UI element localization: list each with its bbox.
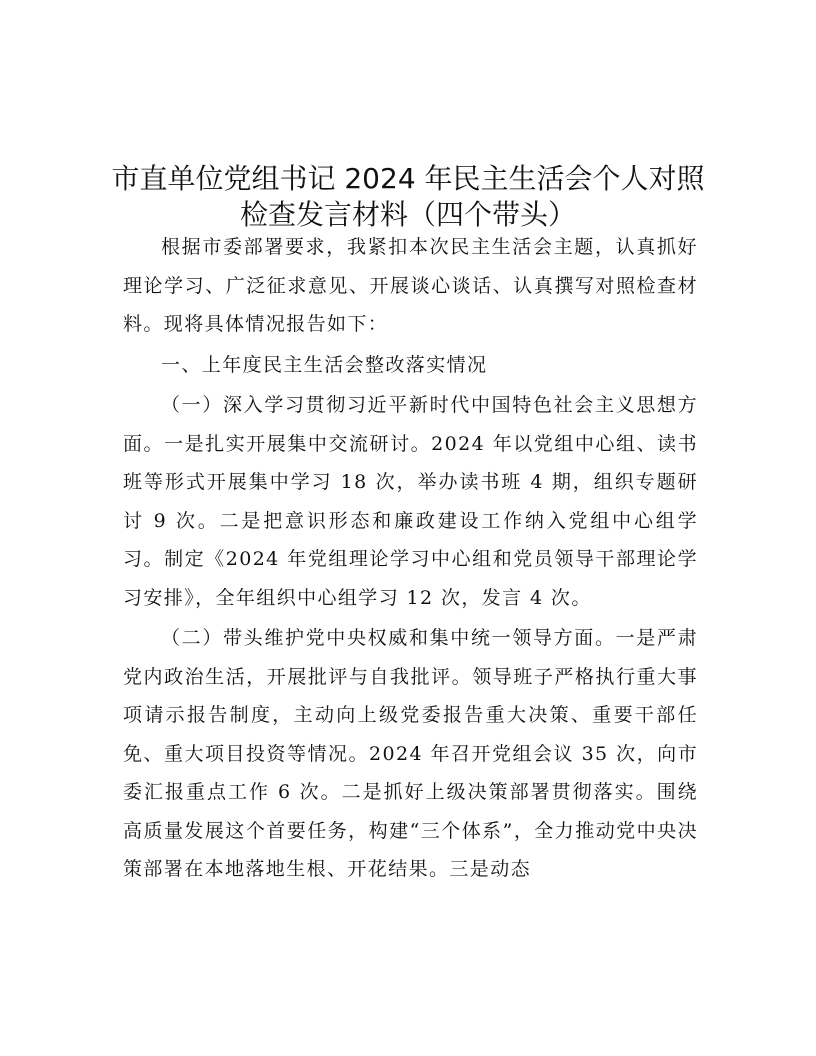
document-title: [108, 161, 708, 233]
intro-paragraph: 根据市委部署要求，我紧扣本次民主生活会主题，认真抓好理论学习、广泛征求意见、开展谈心谈话、认真撰写对照检查材料。现将具体情况报告如下：: [123, 236, 698, 335]
title-line-2: 检查发言材料（四个带头）: [239, 197, 576, 231]
section-heading: 一、上年度民主生活会整改落实情况: [161, 353, 488, 376]
title-line-1: 市直单位党组书记 2024 年民主生活会个人对照: [111, 161, 705, 195]
body-paragraph: （二）带头维护党中央权威和集中统一领导方面。一是严肃党内政治生活，开展批评与自我批评。领导班子严格执行重大事项请示报告制度，主动向上级党委报告重大决策、重要干部任免、重大项目投资等情况。2024 年召开党组会议 35 次，向市委汇报重点工作 6 次。二是抓好上级决策部署贯彻落实。围绕高质量发展这个首要任务，构建“三个体系”，全力推动党中央决策部署在本地落地生根、开花结果。三是动态: [123, 627, 698, 880]
body-paragraph: （一）深入学习贯彻习近平新时代中国特色社会主义思想方面。一是扎实开展集中交流研讨。2024 年以党组中心组、读书班等形式开展集中学习 18 次，举办读书班 4 期，组织专题研讨 9 次。二是把意识形态和廉政建设工作纳入党组中心组学习。制定《2024 年党组理论学习中心组和党员领导干部理论学习安排》，全年组织中心组学习 12 次，发言 4 次。: [123, 394, 698, 609]
document-body: [123, 228, 698, 889]
